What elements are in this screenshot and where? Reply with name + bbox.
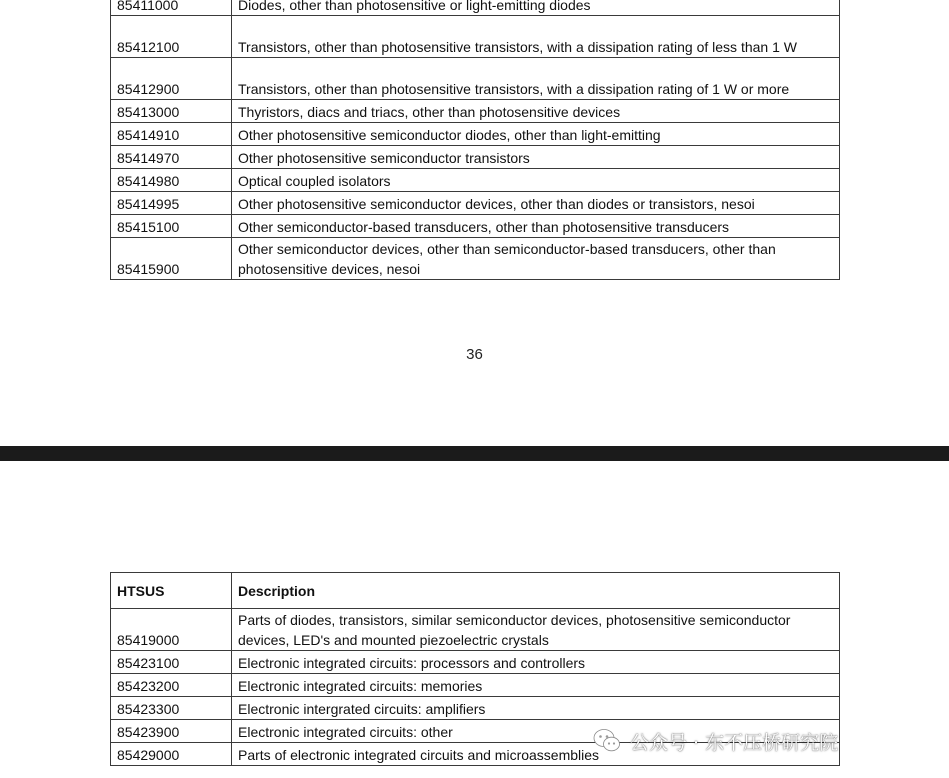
watermark xyxy=(592,724,838,758)
hts-description: Electronic integrated circuits: other xyxy=(232,720,840,743)
table-row xyxy=(111,100,840,123)
document-page-bottom xyxy=(0,461,949,778)
column-header-htsus: HTSUS xyxy=(111,573,232,609)
hts-table-top xyxy=(110,0,840,280)
hts-code: 85414910 xyxy=(111,123,232,146)
hts-code: 85414970 xyxy=(111,146,232,169)
table-row xyxy=(111,123,840,146)
hts-code: 85423200 xyxy=(111,674,232,697)
table-row xyxy=(111,146,840,169)
hts-code: 85423100 xyxy=(111,651,232,674)
table-row xyxy=(111,697,840,720)
table-header-row xyxy=(111,573,840,609)
table-row xyxy=(111,58,840,100)
hts-code: 85423300 xyxy=(111,697,232,720)
hts-code: 85429000 xyxy=(111,743,232,766)
hts-code: 85414995 xyxy=(111,192,232,215)
hts-description: Other photosensitive semiconductor devices, other than diodes or transistors, nesoi xyxy=(232,192,840,215)
hts-description: Transistors, other than photosensitive transistors, with a dissipation rating of less than 1 W xyxy=(232,16,840,58)
hts-description: Other photosensitive semiconductor transistors xyxy=(232,146,840,169)
hts-code: 85413000 xyxy=(111,100,232,123)
watermark-text: 公众号 · 东不压桥研究院 xyxy=(630,731,839,754)
hts-description: Other photosensitive semiconductor diodes, other than light-emitting xyxy=(232,123,840,146)
page-separator xyxy=(0,446,949,461)
hts-description: Electronic intergrated circuits: amplifiers xyxy=(232,697,840,720)
table-row xyxy=(111,0,840,16)
page-number: 36 xyxy=(466,346,483,363)
table-row xyxy=(111,674,840,697)
hts-code: 85415900 xyxy=(111,238,232,280)
hts-description: Other semiconductor-based transducers, other than photosensitive transducers xyxy=(232,215,840,238)
table-row xyxy=(111,609,840,651)
hts-code: 85412100 xyxy=(111,16,232,58)
table-row xyxy=(111,192,840,215)
hts-code: 85423900 xyxy=(111,720,232,743)
hts-description: Optical coupled isolators xyxy=(232,169,840,192)
hts-description: Other semiconductor devices, other than semiconductor-based transducers, other than photosensitive devices, nesoi xyxy=(232,238,840,280)
table-row xyxy=(111,238,840,280)
hts-code: 85414980 xyxy=(111,169,232,192)
hts-description: Transistors, other than photosensitive transistors, with a dissipation rating of 1 W or more xyxy=(232,58,840,100)
hts-code: 85412900 xyxy=(111,58,232,100)
hts-code: 85419000 xyxy=(111,609,232,651)
wechat-icon xyxy=(592,726,622,756)
table-row xyxy=(111,215,840,238)
hts-description: Electronic integrated circuits: memories xyxy=(232,674,840,697)
hts-code: 85411000 xyxy=(111,0,232,16)
hts-description: Parts of electronic integrated circuits and microassemblies xyxy=(232,743,840,766)
hts-description: Diodes, other than photosensitive or light-emitting diodes xyxy=(232,0,840,16)
hts-description: Parts of diodes, transistors, similar semiconductor devices, photosensitive semiconductor devices, LED's and mounted piezoelectric crystals xyxy=(232,609,840,651)
table-row xyxy=(111,169,840,192)
column-header-description: Description xyxy=(232,573,840,609)
hts-description: Electronic integrated circuits: processors and controllers xyxy=(232,651,840,674)
hts-description: Thyristors, diacs and triacs, other than photosensitive devices xyxy=(232,100,840,123)
hts-code: 85415100 xyxy=(111,215,232,238)
table-row xyxy=(111,651,840,674)
table-row xyxy=(111,16,840,58)
